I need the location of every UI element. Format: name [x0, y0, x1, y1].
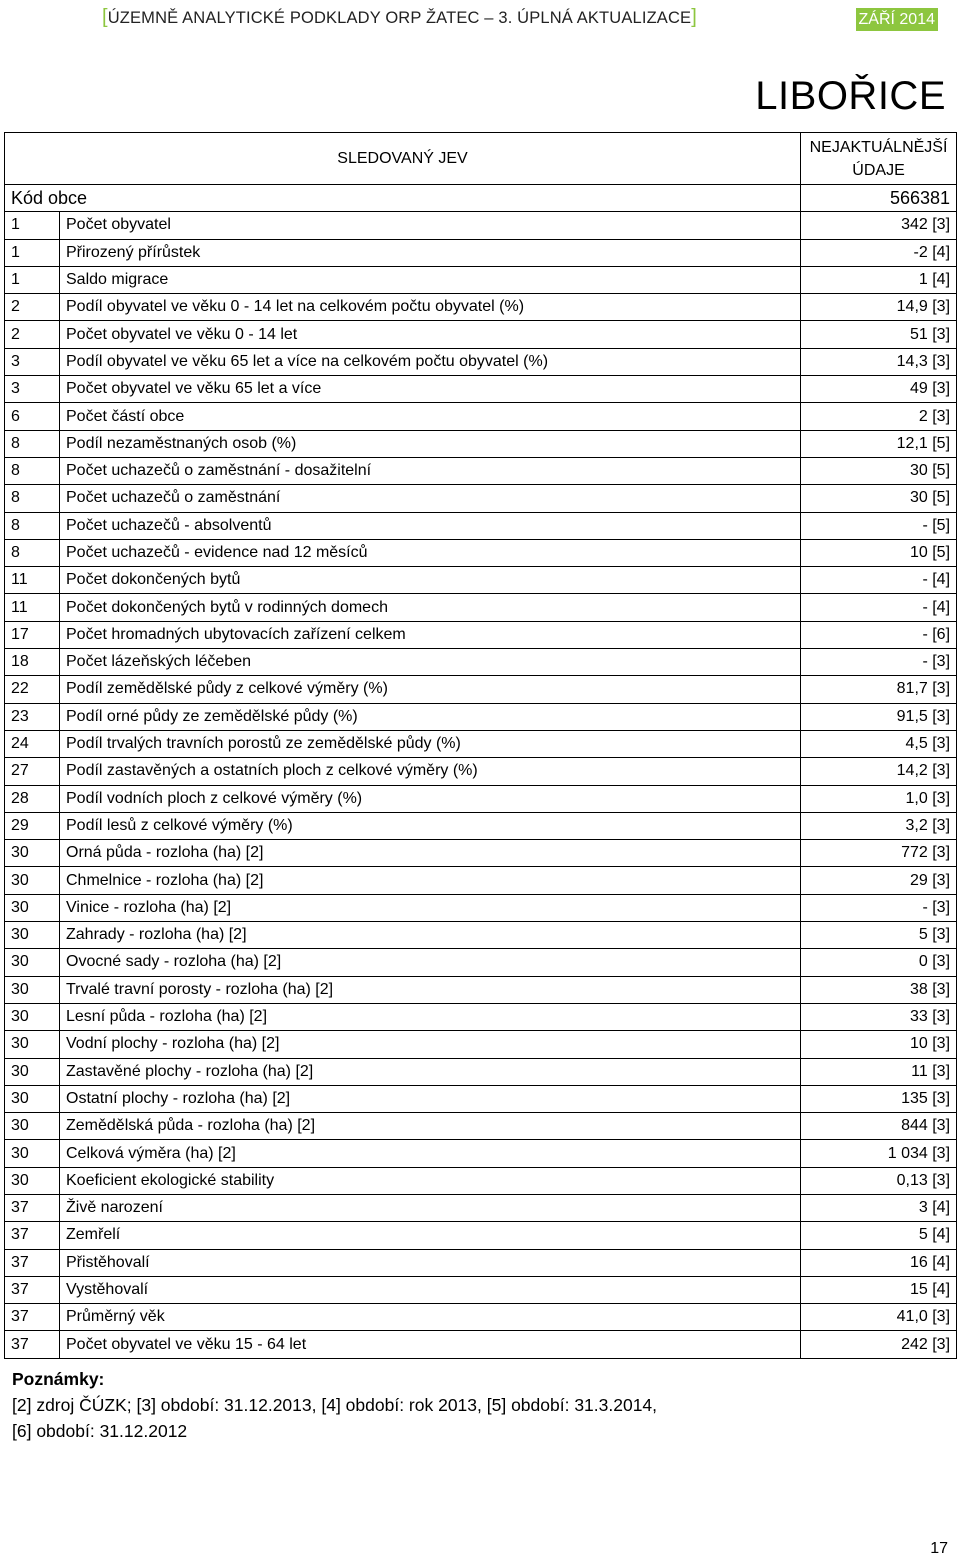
row-value: - [3]	[801, 894, 957, 921]
row-label: Počet uchazečů - evidence nad 12 měsíců	[60, 539, 801, 566]
table-row	[5, 512, 957, 539]
row-value: 38 [3]	[801, 976, 957, 1003]
table-row	[5, 294, 957, 321]
notes-line-1: [2] zdroj ČÚZK; [3] období: 31.12.2013, [4] období: rok 2013, [5] období: 31.3.2014,	[12, 1395, 658, 1415]
row-label: Počet uchazečů o zaměstnání	[60, 485, 801, 512]
row-code: 37	[5, 1249, 60, 1276]
row-value: 30 [5]	[801, 485, 957, 512]
row-value: 30 [5]	[801, 457, 957, 484]
table-row	[5, 457, 957, 484]
table-row	[5, 594, 957, 621]
row-code: 30	[5, 894, 60, 921]
row-label: Orná půda - rozloha (ha) [2]	[60, 840, 801, 867]
notes-line-2: [6] období: 31.12.2012	[12, 1421, 188, 1441]
row-value: 14,2 [3]	[801, 758, 957, 785]
row-value: 1 [4]	[801, 266, 957, 293]
table-header-row	[5, 133, 957, 185]
row-code: 8	[5, 512, 60, 539]
table-row	[5, 430, 957, 457]
row-code: 30	[5, 1167, 60, 1194]
row-code: 23	[5, 703, 60, 730]
row-value: 49 [3]	[801, 376, 957, 403]
row-code: 30	[5, 922, 60, 949]
row-value: 4,5 [3]	[801, 730, 957, 757]
header-bracket-open: [	[102, 6, 108, 28]
row-label: Ostatní plochy - rozloha (ha) [2]	[60, 1085, 801, 1112]
row-label: Podíl obyvatel ve věku 65 let a více na celkovém počtu obyvatel (%)	[60, 348, 801, 375]
row-value: -2 [4]	[801, 239, 957, 266]
row-label: Počet částí obce	[60, 403, 801, 430]
row-code: 29	[5, 812, 60, 839]
row-value: 135 [3]	[801, 1085, 957, 1112]
row-code: 8	[5, 430, 60, 457]
table-row	[5, 1222, 957, 1249]
row-value: 41,0 [3]	[801, 1304, 957, 1331]
page-title: LIBOŘICE	[755, 74, 946, 118]
row-value: 91,5 [3]	[801, 703, 957, 730]
row-code: 2	[5, 321, 60, 348]
header-title-text: ÚZEMNĚ ANALYTICKÉ PODKLADY ORP ŽATEC – 3. ÚPLNÁ AKTUALIZACE	[107, 9, 692, 27]
row-value: 342 [3]	[801, 212, 957, 239]
row-code: 30	[5, 1085, 60, 1112]
row-label: Počet obyvatel ve věku 65 let a více	[60, 376, 801, 403]
header-date-badge: ZÁŘÍ 2014	[856, 8, 938, 31]
row-label: Zemědělská půda - rozloha (ha) [2]	[60, 1113, 801, 1140]
table-row	[5, 976, 957, 1003]
row-code: 1	[5, 239, 60, 266]
table-row	[5, 539, 957, 566]
row-value: 15 [4]	[801, 1276, 957, 1303]
row-value: 5 [4]	[801, 1222, 957, 1249]
row-code: 27	[5, 758, 60, 785]
page-number: 17	[930, 1540, 948, 1557]
row-label: Zemřelí	[60, 1222, 801, 1249]
row-label: Ovocné sady - rozloha (ha) [2]	[60, 949, 801, 976]
row-label: Saldo migrace	[60, 266, 801, 293]
table-row	[5, 703, 957, 730]
row-label: Vodní plochy - rozloha (ha) [2]	[60, 1031, 801, 1058]
table-row	[5, 840, 957, 867]
row-label: Podíl zastavěných a ostatních ploch z celkové výměry (%)	[60, 758, 801, 785]
row-code: 8	[5, 485, 60, 512]
row-label: Trvalé travní porosty - rozloha (ha) [2]	[60, 976, 801, 1003]
row-code: 8	[5, 457, 60, 484]
row-value: - [3]	[801, 649, 957, 676]
table-row	[5, 1304, 957, 1331]
table-row	[5, 649, 957, 676]
row-code: 11	[5, 594, 60, 621]
row-value: 10 [5]	[801, 539, 957, 566]
row-label: Přirozený přírůstek	[60, 239, 801, 266]
row-code: 30	[5, 949, 60, 976]
row-label: Podíl orné půdy ze zemědělské půdy (%)	[60, 703, 801, 730]
table-row	[5, 1276, 957, 1303]
row-label: Zastavěné plochy - rozloha (ha) [2]	[60, 1058, 801, 1085]
header-title	[102, 6, 697, 28]
row-value: - [6]	[801, 621, 957, 648]
row-value: 10 [3]	[801, 1031, 957, 1058]
page-header	[0, 0, 960, 40]
table-row	[5, 1249, 957, 1276]
row-value: 16 [4]	[801, 1249, 957, 1276]
table-row	[5, 239, 957, 266]
header-tracked-phenomenon: SLEDOVANÝ JEV	[5, 133, 801, 185]
row-label: Počet hromadných ubytovacích zařízení celkem	[60, 621, 801, 648]
kod-obce-label: Kód obce	[5, 185, 801, 212]
row-label: Zahrady - rozloha (ha) [2]	[60, 922, 801, 949]
table-row	[5, 894, 957, 921]
row-value: 0 [3]	[801, 949, 957, 976]
table-row	[5, 1113, 957, 1140]
row-value: 3 [4]	[801, 1194, 957, 1221]
row-label: Podíl lesů z celkové výměry (%)	[60, 812, 801, 839]
row-code: 2	[5, 294, 60, 321]
header-bracket-close: ]	[691, 6, 697, 28]
row-code: 30	[5, 976, 60, 1003]
row-value: - [4]	[801, 594, 957, 621]
table-row	[5, 1058, 957, 1085]
notes-title: Poznámky:	[12, 1369, 105, 1389]
row-value: 772 [3]	[801, 840, 957, 867]
row-code: 8	[5, 539, 60, 566]
table-row	[5, 1003, 957, 1030]
row-value: 1 034 [3]	[801, 1140, 957, 1167]
row-code: 30	[5, 1031, 60, 1058]
table-row	[5, 321, 957, 348]
row-label: Podíl nezaměstnaných osob (%)	[60, 430, 801, 457]
row-value: 2 [3]	[801, 403, 957, 430]
row-code: 30	[5, 867, 60, 894]
row-label: Podíl trvalých travních porostů ze zemědělské půdy (%)	[60, 730, 801, 757]
table-row	[5, 867, 957, 894]
table-row	[5, 1331, 957, 1358]
row-code: 37	[5, 1276, 60, 1303]
row-label: Podíl zemědělské půdy z celkové výměry (%)	[60, 676, 801, 703]
row-label: Koeficient ekologické stability	[60, 1167, 801, 1194]
table-row	[5, 212, 957, 239]
row-label: Počet lázeňských léčeben	[60, 649, 801, 676]
row-value: 14,3 [3]	[801, 348, 957, 375]
table-row	[5, 348, 957, 375]
row-label: Celková výměra (ha) [2]	[60, 1140, 801, 1167]
row-code: 11	[5, 567, 60, 594]
table-row	[5, 1031, 957, 1058]
row-label: Počet obyvatel ve věku 0 - 14 let	[60, 321, 801, 348]
row-label: Vystěhovalí	[60, 1276, 801, 1303]
row-value: 12,1 [5]	[801, 430, 957, 457]
row-value: 0,13 [3]	[801, 1167, 957, 1194]
table-row	[5, 567, 957, 594]
row-code: 22	[5, 676, 60, 703]
notes	[12, 1366, 657, 1444]
table-row	[5, 922, 957, 949]
row-value: 11 [3]	[801, 1058, 957, 1085]
table-row	[5, 485, 957, 512]
table-row	[5, 730, 957, 757]
table-row	[5, 812, 957, 839]
row-value: 33 [3]	[801, 1003, 957, 1030]
row-value: 242 [3]	[801, 1331, 957, 1358]
table-row	[5, 376, 957, 403]
row-value: - [4]	[801, 567, 957, 594]
row-label: Průměrný věk	[60, 1304, 801, 1331]
table-row	[5, 1085, 957, 1112]
row-value: 5 [3]	[801, 922, 957, 949]
table-row	[5, 266, 957, 293]
row-label: Vinice - rozloha (ha) [2]	[60, 894, 801, 921]
row-value: 844 [3]	[801, 1113, 957, 1140]
row-code: 24	[5, 730, 60, 757]
header-latest-data	[801, 133, 957, 185]
table-row	[5, 1194, 957, 1221]
row-label: Přistěhovalí	[60, 1249, 801, 1276]
header-latest-line2: ÚDAJE	[852, 161, 905, 179]
row-code: 30	[5, 1003, 60, 1030]
row-label: Počet dokončených bytů	[60, 567, 801, 594]
row-code: 30	[5, 1140, 60, 1167]
table-row	[5, 676, 957, 703]
row-label: Počet dokončených bytů v rodinných domech	[60, 594, 801, 621]
row-code: 30	[5, 1113, 60, 1140]
table-row	[5, 621, 957, 648]
row-code: 37	[5, 1194, 60, 1221]
row-code: 18	[5, 649, 60, 676]
kod-obce-row	[5, 185, 957, 212]
kod-obce-value: 566381	[801, 185, 957, 212]
row-value: 29 [3]	[801, 867, 957, 894]
table-row	[5, 949, 957, 976]
row-label: Počet obyvatel	[60, 212, 801, 239]
header-latest-line1: NEJAKTUÁLNĚJŠÍ	[809, 138, 948, 156]
table-row	[5, 785, 957, 812]
row-label: Lesní půda - rozloha (ha) [2]	[60, 1003, 801, 1030]
row-code: 30	[5, 1058, 60, 1085]
table-row	[5, 758, 957, 785]
row-value: - [5]	[801, 512, 957, 539]
row-label: Počet uchazečů o zaměstnání - dosažitelní	[60, 457, 801, 484]
indicator-table	[4, 132, 957, 1359]
row-label: Počet uchazečů - absolventů	[60, 512, 801, 539]
row-label: Podíl vodních ploch z celkové výměry (%)	[60, 785, 801, 812]
row-code: 6	[5, 403, 60, 430]
row-code: 17	[5, 621, 60, 648]
row-code: 37	[5, 1304, 60, 1331]
row-value: 1,0 [3]	[801, 785, 957, 812]
row-label: Podíl obyvatel ve věku 0 - 14 let na celkovém počtu obyvatel (%)	[60, 294, 801, 321]
row-code: 3	[5, 376, 60, 403]
row-value: 3,2 [3]	[801, 812, 957, 839]
row-code: 37	[5, 1222, 60, 1249]
row-label: Živě narození	[60, 1194, 801, 1221]
row-code: 1	[5, 266, 60, 293]
row-code: 3	[5, 348, 60, 375]
row-value: 51 [3]	[801, 321, 957, 348]
table-row	[5, 1140, 957, 1167]
row-code: 28	[5, 785, 60, 812]
row-value: 81,7 [3]	[801, 676, 957, 703]
table-row	[5, 403, 957, 430]
row-label: Počet obyvatel ve věku 15 - 64 let	[60, 1331, 801, 1358]
table-row	[5, 1167, 957, 1194]
row-code: 37	[5, 1331, 60, 1358]
row-code: 1	[5, 212, 60, 239]
row-label: Chmelnice - rozloha (ha) [2]	[60, 867, 801, 894]
row-value: 14,9 [3]	[801, 294, 957, 321]
row-code: 30	[5, 840, 60, 867]
